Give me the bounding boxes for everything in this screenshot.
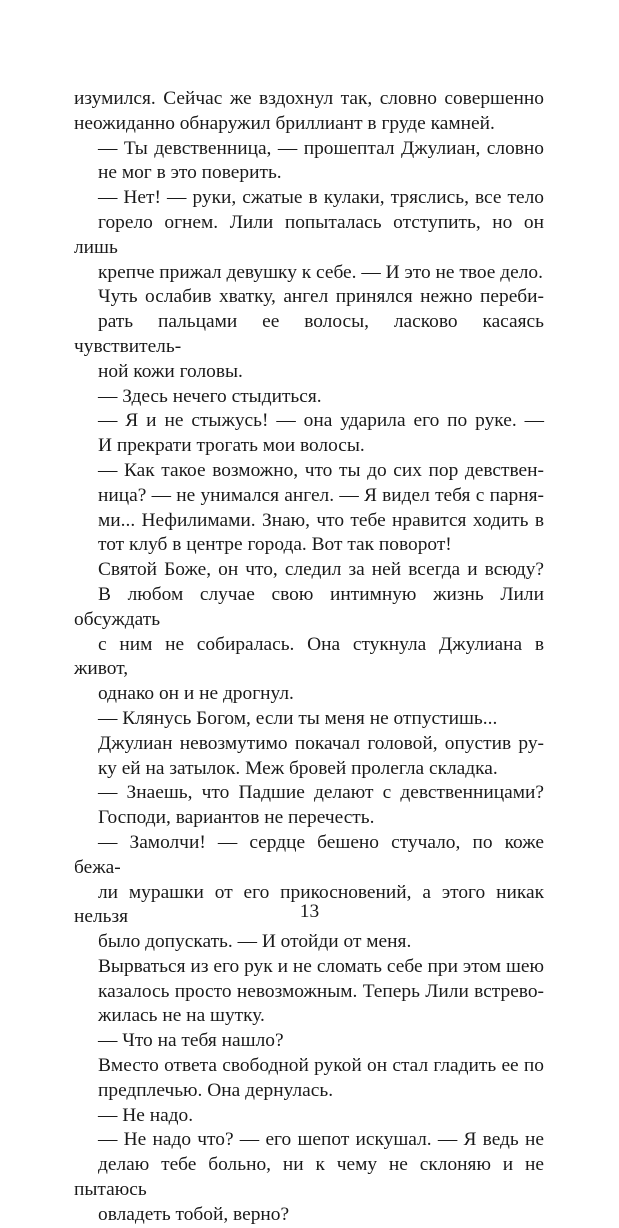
text-line: неожиданно обнаружил бриллиант в груде камней. (74, 112, 495, 134)
text-line: — Нет! — руки, сжатые в кулаки, тряслись, все тело (98, 187, 544, 209)
page-number: 13 (299, 901, 320, 922)
text-line: — Не надо что? — его шепот искушал. — Я ведь не (98, 1129, 544, 1151)
text-line: ной кожи головы. (98, 360, 243, 382)
text-line: ли мурашки от его прикосновений, а этого никак нельзя (74, 881, 544, 928)
text-line: Вырваться из его рук и не сломать себе при этом шею (98, 955, 544, 977)
paragraph-5 (74, 385, 544, 410)
paragraph-3 (74, 186, 544, 285)
text-line: Святой Боже, он что, следил за ней всегда и всюду? (98, 559, 544, 581)
paragraph-13 (74, 955, 544, 1029)
text-line: жилась не на шутку. (98, 1005, 265, 1027)
text-line: изумился. Сейчас же вздохнул так, словно совершенно (74, 88, 544, 109)
paragraph-15 (74, 1054, 544, 1104)
text-line: — Знаешь, что Падшие делают с девственницами? (98, 782, 544, 804)
text-line: Джулиан невозмутимо покачал головой, опустив ру- (98, 732, 544, 754)
text-line: Господи, вариантов не перечесть. (98, 807, 375, 829)
text-line: с ним не собиралась. Она стукнула Джулиана в живот, (74, 633, 544, 680)
paragraph-10 (74, 732, 544, 782)
text-line: ку ей на затылок. Меж бровей пролегла складка. (98, 757, 498, 779)
text-line: Вместо ответа свободной рукой он стал гладить ее по (98, 1055, 544, 1077)
text-line: — Клянусь Богом, если ты меня не отпустишь... (98, 707, 498, 729)
text-line: тот клуб в центре города. Вот так поворот! (98, 534, 452, 556)
text-line: горело огнем. Лили попыталась отступить, но он лишь (74, 211, 544, 258)
text-line: В любом случае свою интимную жизнь Лили обсуждать (74, 583, 544, 630)
paragraph-1 (74, 87, 544, 137)
paragraph-16 (74, 1104, 544, 1129)
text-line: — Ты девственница, — прошептал Джулиан, словно (98, 137, 544, 159)
paragraph-17 (74, 1128, 544, 1227)
paragraph-9 (74, 707, 544, 732)
text-line: Чуть ослабив хватку, ангел принялся нежно переби- (98, 286, 544, 308)
text-line: — Здесь нечего стыдиться. (98, 385, 322, 407)
paragraph-7 (74, 459, 544, 558)
text-line: — Как такое возможно, что ты до сих пор девствен- (98, 459, 544, 481)
paragraph-14 (74, 1029, 544, 1054)
text-line: ми... Нефилимами. Знаю, что тебе нравится ходить в (98, 509, 544, 531)
text-line: — Не надо. (98, 1104, 194, 1126)
text-line: — Я и не стыжусь! — она ударила его по руке. — (98, 410, 544, 432)
text-line: крепче прижал девушку к себе. — И это не твое дело. (98, 261, 543, 283)
text-line: И прекрати трогать мои волосы. (98, 435, 365, 457)
paragraph-11 (74, 781, 544, 831)
text-line: ница? — не унимался ангел. — Я видел тебя с парня- (98, 484, 544, 506)
text-line: рать пальцами ее волосы, ласково касаясь чувствитель- (74, 311, 544, 357)
paragraph-6 (74, 409, 544, 459)
text-line: — Замолчи! — сердце бешено стучало, по коже бежа- (74, 831, 544, 878)
paragraph-2 (74, 137, 544, 187)
text-line: было допускать. — И отойди от меня. (98, 931, 412, 953)
text-line: — Что на тебя нашло? (98, 1030, 284, 1052)
paragraph-8 (74, 558, 544, 707)
text-line: казалось просто невозможным. Теперь Лили встрево- (98, 980, 544, 1002)
text-line: предплечью. Она дернулась. (98, 1079, 334, 1101)
text-line: делаю тебе больно, ни к чему не склоняю и не пытаюсь (74, 1154, 544, 1201)
paragraph-12 (74, 831, 544, 955)
page-body-text (74, 87, 544, 1228)
text-line: однако он и не дрогнул. (98, 683, 294, 705)
paragraph-4 (74, 285, 544, 384)
text-line: не мог в это поверить. (98, 162, 282, 184)
text-line: овладеть тобой, верно? (98, 1203, 290, 1225)
